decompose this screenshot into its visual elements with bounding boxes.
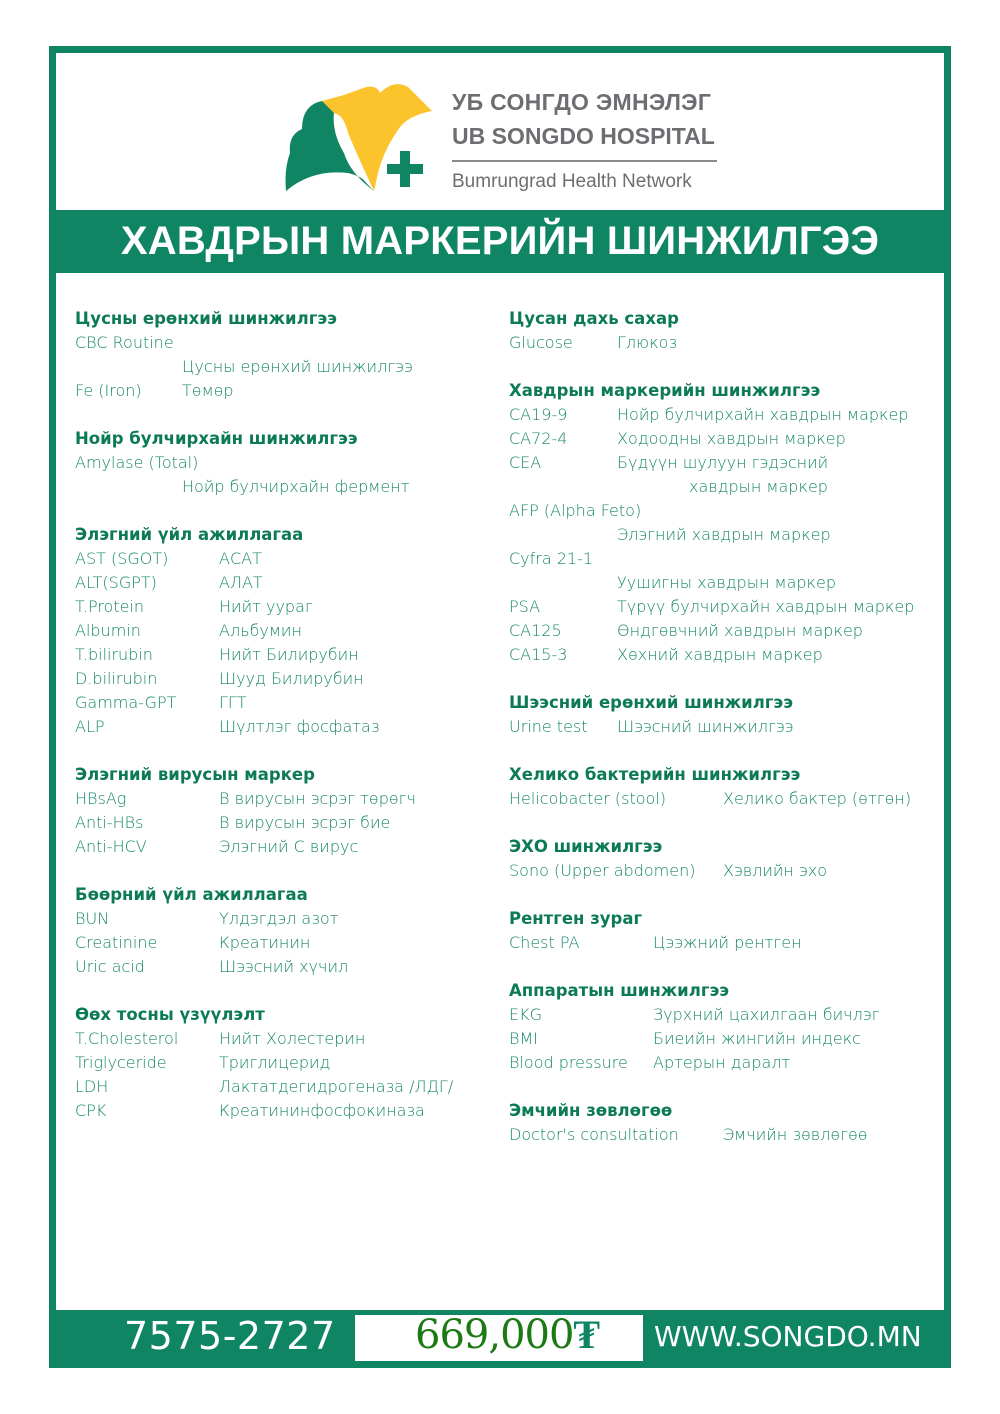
test-name-en: LDH xyxy=(75,1077,109,1096)
website-link[interactable]: WWW.SONGDO.MN xyxy=(654,1320,922,1353)
test-name-mn: Шээсний хүчил xyxy=(219,957,349,976)
test-name-mn: Зүрхний цахилгаан бичлэг xyxy=(653,1005,880,1024)
test-row xyxy=(75,931,495,955)
test-name-en: Urine test xyxy=(509,717,588,736)
test-row xyxy=(75,331,495,355)
test-name-en: CA125 xyxy=(509,621,562,640)
test-row xyxy=(75,667,495,691)
test-name-mn: В вирусын эсрэг төрөгч xyxy=(219,789,416,808)
test-row xyxy=(75,571,495,595)
test-row xyxy=(75,955,495,979)
section-title: Рентген зураг xyxy=(509,909,643,928)
test-row xyxy=(509,595,939,619)
test-name-mn: ГГТ xyxy=(219,693,247,712)
test-name-mn: Цусны ерөнхий шинжилгээ xyxy=(182,357,413,376)
test-row xyxy=(75,355,495,379)
test-row xyxy=(509,427,939,451)
section-title: Нойр булчирхайн шинжилгээ xyxy=(75,429,358,448)
test-row xyxy=(75,715,495,739)
test-name-mn: Лактатдегидрогеназа /ЛДГ/ xyxy=(219,1077,454,1096)
test-name-en: D.bilirubin xyxy=(75,669,158,688)
test-name-mn: Нийт Холестерин xyxy=(219,1029,366,1048)
test-name-mn: Альбумин xyxy=(219,621,302,640)
test-section xyxy=(509,835,939,883)
test-name-en: Anti-HCV xyxy=(75,837,147,856)
test-row xyxy=(509,1027,939,1051)
test-name-en: Glucose xyxy=(509,333,573,352)
test-name-en: AFP (Alpha Feto) xyxy=(509,501,642,520)
test-name-mn: Нойр булчирхайн хавдрын маркер xyxy=(617,405,909,424)
test-name-en: Helicobacter (stool) xyxy=(509,789,667,808)
section-title: Элэгний үйл ажиллагаа xyxy=(75,525,304,544)
test-name-mn: Биеийн жингийн индекс xyxy=(653,1029,861,1048)
page-title: ХАВДРЫН МАРКЕРИЙН ШИНЖИЛГЭЭ xyxy=(120,219,880,263)
test-row xyxy=(509,331,939,355)
test-section xyxy=(509,1099,939,1147)
test-row xyxy=(509,451,939,475)
test-row xyxy=(75,811,495,835)
left-column xyxy=(75,307,495,1147)
test-row xyxy=(509,715,939,739)
test-name-mn: Элэгний С вирус xyxy=(219,837,359,856)
section-title: Элэгний вирусын маркер xyxy=(75,765,315,784)
test-name-en: Creatinine xyxy=(75,933,158,952)
test-name-mn: Артерын даралт xyxy=(653,1053,791,1072)
test-name-mn: Ходоодны хавдрын маркер xyxy=(617,429,846,448)
test-row xyxy=(75,451,495,475)
test-name-mn: АЛАТ xyxy=(219,573,263,592)
test-name-en: Cyfra 21-1 xyxy=(509,549,594,568)
test-row xyxy=(75,691,495,715)
hospital-name-en: UB SONGDO HOSPITAL xyxy=(452,123,715,149)
section-title: Цусны ерөнхий шинжилгээ xyxy=(75,309,337,328)
section-title: Хелико бактерийн шинжилгээ xyxy=(509,765,801,784)
test-name-en: PSA xyxy=(509,597,541,616)
ginkgo-leaf-logo-icon xyxy=(282,73,442,203)
test-section xyxy=(75,427,495,499)
logo-divider xyxy=(452,160,717,162)
test-name-mn: Үлдэгдэл азот xyxy=(219,909,339,928)
network-name: Bumrungrad Health Network xyxy=(452,171,692,192)
currency-symbol: ₮ xyxy=(573,1311,600,1358)
test-name-en: BUN xyxy=(75,909,110,928)
test-row xyxy=(75,1099,495,1123)
test-name-en: Albumin xyxy=(75,621,141,640)
test-row xyxy=(509,619,939,643)
test-row xyxy=(509,1051,939,1075)
test-row xyxy=(75,907,495,931)
test-section xyxy=(509,979,939,1075)
test-row xyxy=(509,499,939,523)
price-box xyxy=(355,1311,643,1361)
section-title: ЭХО шинжилгээ xyxy=(509,837,663,856)
test-name-en: CA15-3 xyxy=(509,645,568,664)
test-name-en: HBsAg xyxy=(75,789,127,808)
test-section xyxy=(75,763,495,859)
test-name-en: Gamma-GPT xyxy=(75,693,177,712)
test-name-en: Anti-HBs xyxy=(75,813,144,832)
test-section xyxy=(509,907,939,955)
test-name-mn: Креатинин xyxy=(219,933,311,952)
test-section xyxy=(509,763,939,811)
test-name-en: BMI xyxy=(509,1029,538,1048)
test-name-mn: Элэгний хавдрын маркер xyxy=(617,525,831,544)
test-section xyxy=(509,379,939,667)
phone-number: 7575-2727 xyxy=(124,1314,336,1358)
test-row xyxy=(509,1123,939,1147)
test-name-en: CA19-9 xyxy=(509,405,568,424)
test-row xyxy=(509,475,939,499)
test-row xyxy=(75,643,495,667)
test-name-mn: Шууд Билирубин xyxy=(219,669,364,688)
test-row xyxy=(509,859,939,883)
test-name-mn: Триглицерид xyxy=(219,1053,331,1072)
right-column xyxy=(509,307,939,1171)
test-name-en: ALT(SGPT) xyxy=(75,573,157,592)
test-section xyxy=(75,1003,495,1123)
test-name-mn: Түрүү булчирхайн хавдрын маркер xyxy=(617,597,915,616)
test-name-en: CA72-4 xyxy=(509,429,568,448)
test-name-mn: АСАТ xyxy=(219,549,262,568)
test-name-mn: Хөхний хавдрын маркер xyxy=(617,645,823,664)
test-name-mn: Төмөр xyxy=(182,381,234,400)
test-section xyxy=(75,307,495,403)
test-name-mn: В вирусын эсрэг бие xyxy=(219,813,391,832)
section-title: Хавдрын маркерийн шинжилгээ xyxy=(509,381,821,400)
test-name-en: CBC Routine xyxy=(75,333,174,352)
test-row xyxy=(75,595,495,619)
section-title: Цусан дахь сахар xyxy=(509,309,679,328)
test-name-mn: Эмчийн зөвлөгөө xyxy=(723,1125,868,1144)
test-row xyxy=(509,523,939,547)
test-name-mn: Хелико бактер (өтгөн) xyxy=(723,789,912,808)
test-row xyxy=(75,787,495,811)
test-name-en: CEA xyxy=(509,453,542,472)
test-row xyxy=(75,475,495,499)
test-row xyxy=(509,931,939,955)
test-row xyxy=(75,619,495,643)
test-name-mn: Шээсний шинжилгээ xyxy=(617,717,794,736)
test-name-mn: хавдрын маркер xyxy=(689,477,828,496)
section-title: Эмчийн зөвлөгөө xyxy=(509,1101,673,1120)
test-name-en: EKG xyxy=(509,1005,542,1024)
test-name-mn: Бүдүүн шулуун гэдэсний xyxy=(617,453,829,472)
section-title: Өөх тосны үзүүлэлт xyxy=(75,1005,265,1024)
test-row xyxy=(509,403,939,427)
test-section xyxy=(75,883,495,979)
test-name-mn: Нийт уураг xyxy=(219,597,313,616)
test-row xyxy=(75,835,495,859)
hospital-name-mn: УБ СОНГДО ЭМНЭЛЭГ xyxy=(452,89,712,115)
test-row xyxy=(509,571,939,595)
test-name-en: Chest PA xyxy=(509,933,580,952)
test-name-en: Amylase (Total) xyxy=(75,453,199,472)
test-section xyxy=(509,691,939,739)
price xyxy=(415,1311,599,1358)
test-row xyxy=(509,787,939,811)
test-name-en: Fe (Iron) xyxy=(75,381,142,400)
title-banner xyxy=(56,208,944,273)
test-row xyxy=(509,643,939,667)
test-name-mn: Креатининфосфокиназа xyxy=(219,1101,425,1120)
test-name-mn: Нийт Билирубин xyxy=(219,645,359,664)
test-name-en: AST (SGOT) xyxy=(75,549,169,568)
test-name-en: ALP xyxy=(75,717,105,736)
footer-bar xyxy=(56,1308,944,1363)
test-name-en: Sono (Upper abdomen) xyxy=(509,861,696,880)
test-name-mn: Өндгөвчний хавдрын маркер xyxy=(617,621,863,640)
test-name-mn: Глюкоз xyxy=(617,333,678,352)
section-title: Шээсний ерөнхий шинжилгээ xyxy=(509,693,793,712)
test-name-en: Uric acid xyxy=(75,957,145,976)
section-title: Аппаратын шинжилгээ xyxy=(509,981,730,1000)
test-name-en: Doctor's consultation xyxy=(509,1125,679,1144)
price-value: 669,000 xyxy=(415,1312,574,1358)
test-name-en: T.Cholesterol xyxy=(75,1029,179,1048)
test-row xyxy=(75,1051,495,1075)
test-name-mn: Уушигны хавдрын маркер xyxy=(617,573,837,592)
test-name-mn: Цээжний рентген xyxy=(653,933,802,952)
test-row xyxy=(75,547,495,571)
test-row xyxy=(75,1075,495,1099)
section-title: Бөөрний үйл ажиллагаа xyxy=(75,885,308,904)
test-section xyxy=(75,523,495,739)
flyer-frame xyxy=(49,46,951,1368)
test-name-mn: Шүлтлэг фосфатаз xyxy=(219,717,380,736)
test-name-en: CPK xyxy=(75,1101,107,1120)
test-row xyxy=(509,1003,939,1027)
test-row xyxy=(75,379,495,403)
test-name-en: Blood pressure xyxy=(509,1053,628,1072)
test-name-mn: Хэвлийн эхо xyxy=(723,861,828,880)
test-name-en: T.Protein xyxy=(75,597,145,616)
test-row xyxy=(75,1027,495,1051)
test-name-mn: Нойр булчирхайн фермент xyxy=(182,477,410,496)
test-name-en: T.bilirubin xyxy=(75,645,153,664)
hospital-logo xyxy=(282,73,742,203)
test-section xyxy=(509,307,939,355)
test-row xyxy=(509,547,939,571)
test-name-en: Triglyceride xyxy=(75,1053,167,1072)
